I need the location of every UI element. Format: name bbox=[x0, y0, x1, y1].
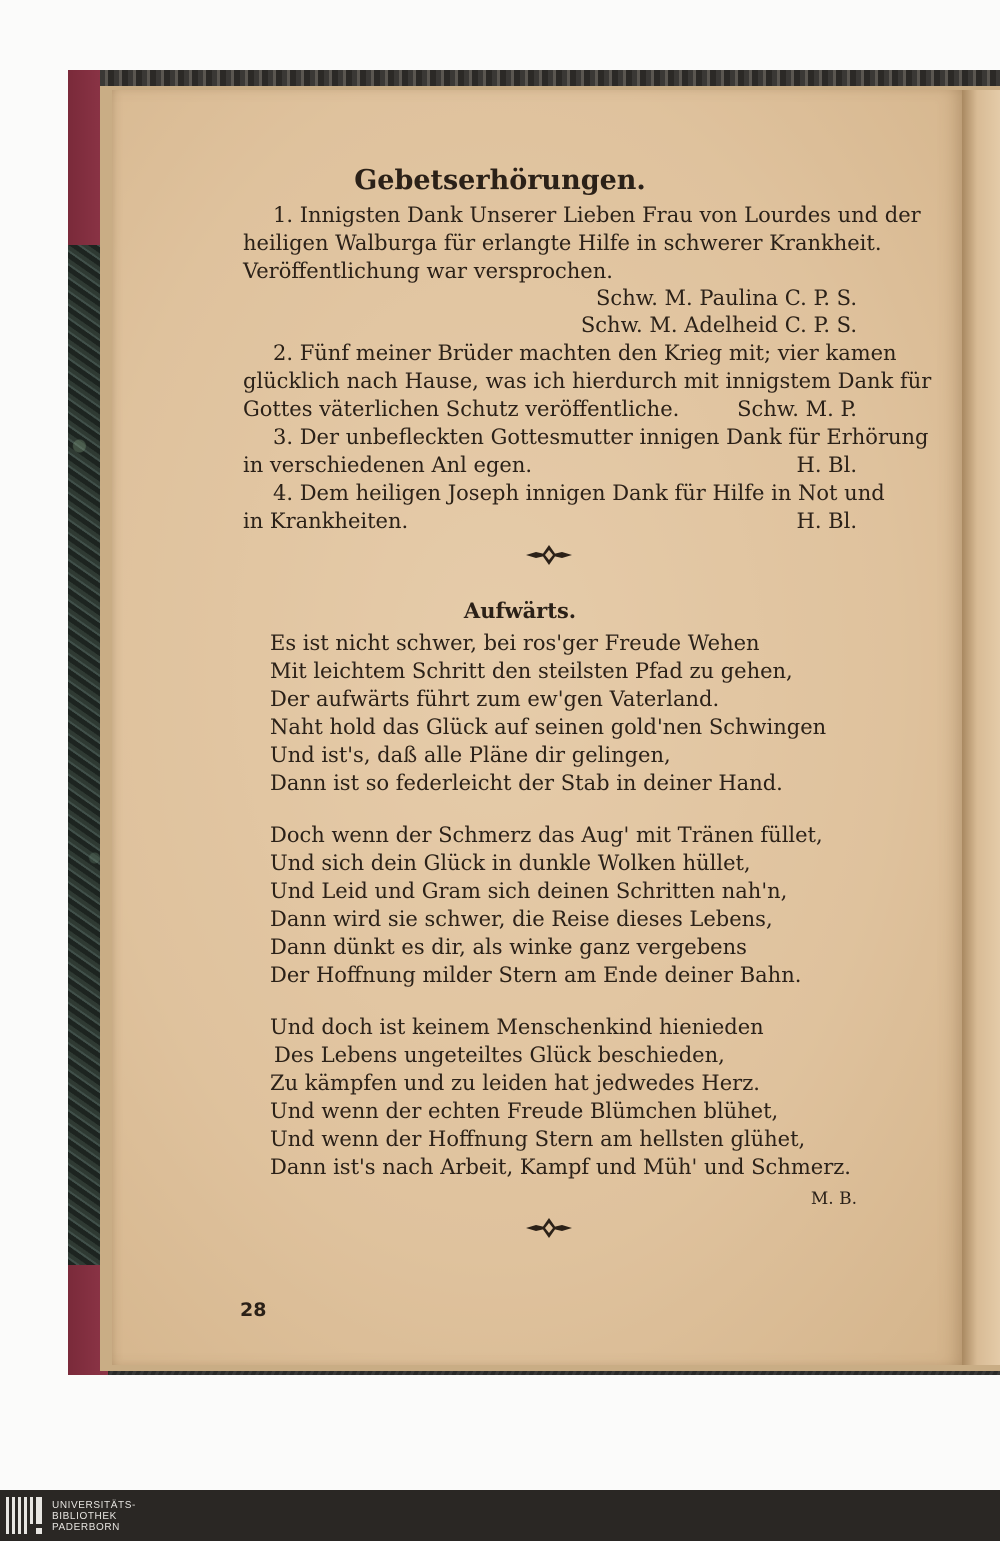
poem-line: Dann ist so federleicht der Stab in deiner Hand. bbox=[270, 771, 783, 795]
library-logo-bars-icon bbox=[6, 1497, 50, 1534]
entry-line: Veröffentlichung war versprochen. bbox=[243, 259, 613, 283]
poem-line: Der aufwärts führt zum ew'gen Vaterland. bbox=[270, 687, 720, 711]
library-logo-text: BIBLIOTHEK bbox=[52, 1511, 117, 1522]
poem-line: Es ist nicht schwer, bei ros'ger Freude Wehen bbox=[270, 631, 760, 655]
entry-signature: H. Bl. bbox=[796, 453, 857, 477]
entry-line: 4. Dem heiligen Joseph innigen Dank für Hilfe in Not und bbox=[273, 481, 885, 505]
entry-signature: H. Bl. bbox=[796, 509, 857, 533]
poem-line: Doch wenn der Schmerz das Aug' mit Tränen füllet, bbox=[270, 823, 823, 847]
poem-line: Der Hoffnung milder Stern am Ende deiner Bahn. bbox=[270, 963, 802, 987]
poem-line: Zu kämpfen und zu leiden hat jedwedes Herz. bbox=[270, 1071, 760, 1095]
poem-line: Dann wird sie schwer, die Reise dieses Lebens, bbox=[270, 907, 773, 931]
entry-line: 2. Fünf meiner Brüder machten den Krieg mit; vier kamen bbox=[273, 341, 897, 365]
poem-line: Mit leichtem Schritt den steilsten Pfad zu gehen, bbox=[270, 659, 793, 683]
poem-line: Und wenn der echten Freude Blümchen blühet, bbox=[270, 1099, 779, 1123]
entry-line: glücklich nach Hause, was ich hierdurch mit innigstem Dank für bbox=[243, 369, 932, 393]
entry-line: Gottes väterlichen Schutz veröffentliche. bbox=[243, 397, 680, 421]
poem-line: Naht hold das Glück auf seinen gold'nen Schwingen bbox=[270, 715, 827, 739]
ornament-divider-icon bbox=[526, 1217, 572, 1239]
library-logo-text: UNIVERSITÄTS- bbox=[52, 1500, 136, 1511]
entry-line: 3. Der unbefleckten Gottesmutter innigen Dank für Erhörung bbox=[273, 425, 929, 449]
poem-title: Aufwärts. bbox=[463, 598, 577, 623]
ornament-divider-icon bbox=[526, 544, 572, 566]
entry-line: 1. Innigsten Dank Unserer Lieben Frau von Lourdes und der bbox=[273, 203, 921, 227]
entry-line: heiligen Walburga für erlangte Hilfe in schwerer Krankheit. bbox=[243, 231, 882, 255]
footer-bar bbox=[0, 1490, 1000, 1541]
entry-line: in Krankheiten. bbox=[243, 509, 409, 533]
poem-line: Des Lebens ungeteiltes Glück beschieden, bbox=[274, 1043, 725, 1067]
poem-line: Dann ist's nach Arbeit, Kampf und Müh' und Schmerz. bbox=[270, 1155, 851, 1179]
poem-line: Und doch ist keinem Menschenkind hienieden bbox=[270, 1015, 764, 1039]
poem-line: Dann dünkt es dir, als winke ganz vergebens bbox=[270, 935, 747, 959]
poem-line: Und Leid und Gram sich deinen Schritten nah'n, bbox=[270, 879, 788, 903]
entry-signature: Schw. M. Paulina C. P. S. bbox=[596, 286, 857, 310]
entry-signature: Schw. M. P. bbox=[737, 397, 857, 421]
page-heading: Gebetserhörungen. bbox=[354, 165, 646, 196]
poem-line: Und wenn der Hoffnung Stern am hellsten glühet, bbox=[270, 1127, 806, 1151]
entry-line: in verschiedenen Anl egen. bbox=[243, 453, 533, 477]
poem-line: Und sich dein Glück in dunkle Wolken hüllet, bbox=[270, 851, 751, 875]
poem-signature: M. B. bbox=[810, 1189, 857, 1209]
page-number: 28 bbox=[240, 1299, 267, 1321]
page-gutter bbox=[962, 90, 1000, 1365]
poem-line: Und ist's, daß alle Pläne dir gelingen, bbox=[270, 743, 671, 767]
entry-signature: Schw. M. Adelheid C. P. S. bbox=[580, 313, 857, 337]
library-logo-text: PADERBORN bbox=[52, 1522, 121, 1533]
